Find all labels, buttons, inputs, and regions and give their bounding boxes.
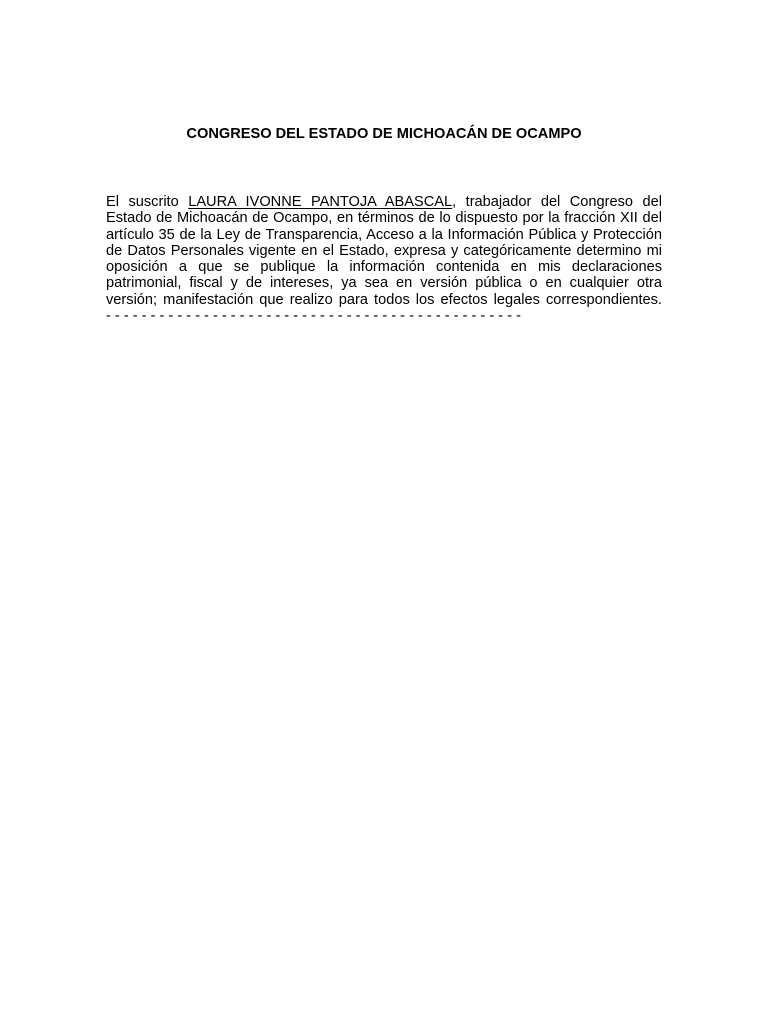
statement-prefix: El suscrito <box>106 194 189 210</box>
statement-paragraph <box>106 194 662 324</box>
document-title: CONGRESO DEL ESTADO DE MICHOACÁN DE OCAMPO <box>186 126 582 142</box>
filler-dashes: - - - - - - - - - - - - - - - - - - - - - - - - - - - - - - - - - - - - - - - - - - - - - - - <box>106 308 521 325</box>
statement-text: , trabajador del Congreso del Estado de Michoacán de Ocampo, en términos de lo dispuesto por la fracción XII del artículo 35 de la Ley de Transparencia, Acceso a la Información Pública y Protección de Datos Personales vigente en el Estado, expresa y categóricamente determino mi oposición a que se publique la información contenida en mis declaraciones patrimonial, fiscal y de intereses, ya sea en versión pública o en cualquier otra versión; manifestación que realizo para todos los efectos legales correspondientes. <box>106 194 662 308</box>
signer-name: LAURA IVONNE PANTOJA ABASCAL <box>188 194 453 210</box>
